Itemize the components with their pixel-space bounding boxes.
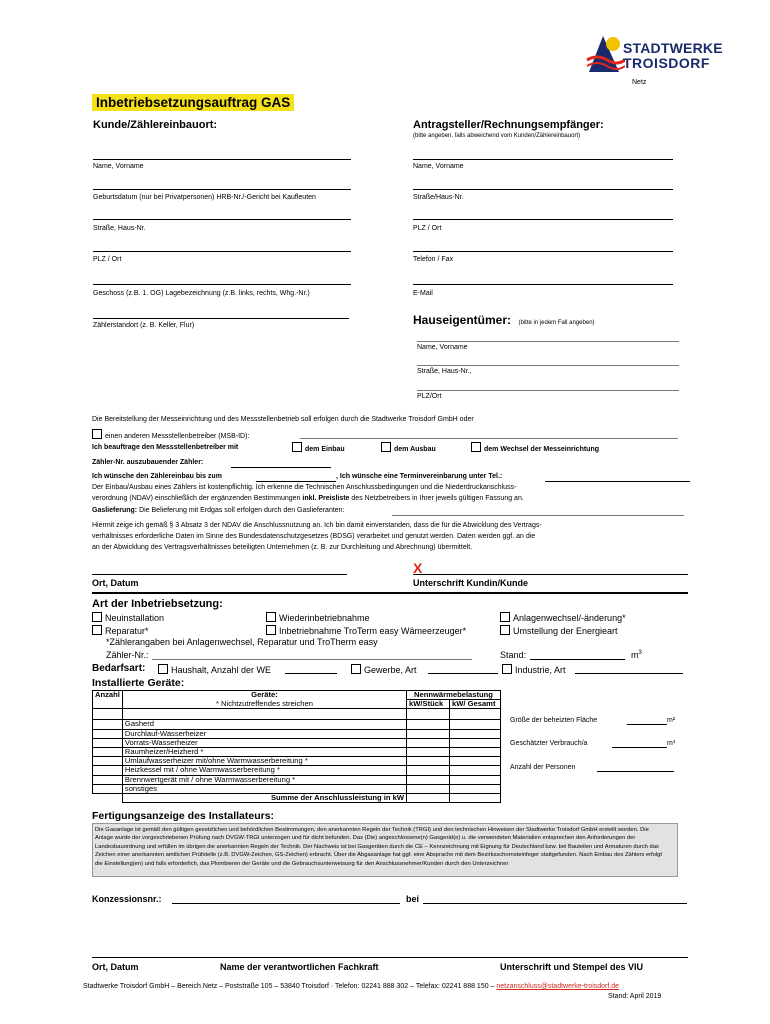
consent-l3: an der Abwicklung des Vertragsverhältnisses beteiligten Unternehmen (z. B. zur Durchleitung und Abrechnung) übermittelt. xyxy=(92,544,473,551)
msb-intro: Die Bereitstellung der Messeinrichtung und des Messstellenbetrieb soll erfolgen durch die Stadtwerke Troisdorf GmbH oder xyxy=(92,416,474,423)
concession-line[interactable] xyxy=(172,903,400,904)
art-star-note: *Zählerangaben bei Anlagenwechsel, Reparatur und TroTherm easy xyxy=(106,637,378,647)
remove-label: dem Ausbau xyxy=(394,446,436,453)
installer-heading: Fertigungsanzeige des Installateurs: xyxy=(92,810,275,822)
applicant-phone-label: Telefon / Fax xyxy=(413,256,454,263)
owner-note: (bitte in jedem Fall angeben) xyxy=(518,320,595,326)
col-kw-stueck: kW/Stück xyxy=(407,700,450,709)
row-spacer-anzahl[interactable] xyxy=(93,709,123,720)
footer-stand: Stand: April 2019 xyxy=(608,993,662,1000)
household-checkbox[interactable] xyxy=(158,664,168,674)
customer-name-label: Name, Vorname xyxy=(93,163,144,170)
remove-checkbox[interactable] xyxy=(381,442,391,452)
applicant-street-line[interactable] xyxy=(413,189,673,190)
heated-area-label: Größe der beheizten Fläche xyxy=(510,717,598,724)
owner-street-label: Straße, Haus-Nr., xyxy=(417,368,472,375)
art-opt-repair[interactable] xyxy=(92,625,149,636)
sign1-date-label: Ort, Datum xyxy=(92,578,139,588)
page-title: Inbetriebsetzungsauftrag GAS xyxy=(92,94,294,111)
industry-line[interactable] xyxy=(575,673,683,674)
customer-name-line[interactable] xyxy=(93,159,351,160)
row-anzahl[interactable] xyxy=(93,757,123,766)
row-label: sonstiges xyxy=(122,784,406,793)
concession-bei: bei xyxy=(406,894,420,904)
cost-note-2a: verordnung (NDAV) einschließlich der ergänzenden Bestimmungen xyxy=(92,495,303,502)
sign2-line[interactable] xyxy=(92,957,688,958)
row-spacer xyxy=(122,709,406,720)
applicant-email-label: E-Mail xyxy=(413,290,433,297)
art-stand-unit xyxy=(631,650,642,660)
row-kw-stueck[interactable] xyxy=(407,766,450,775)
art-opt-energy[interactable] xyxy=(500,625,618,636)
art-opt-change[interactable] xyxy=(500,612,626,623)
supplier-label-bold: Gaslieferung: xyxy=(92,507,138,514)
applicant-name-label: Name, Vorname xyxy=(413,163,464,170)
row-kw-gesamt[interactable] xyxy=(450,757,501,766)
cost-note-2 xyxy=(92,495,524,502)
supplier-label: Die Belieferung mit Erdgas soll erfolgen durch den Gaslieferanten: xyxy=(137,507,345,514)
row-kw-stueck[interactable] xyxy=(407,757,450,766)
energy-label: Umstellung der Energieart xyxy=(513,626,618,636)
install-label: dem Einbau xyxy=(305,446,345,453)
msb-opt-remove[interactable] xyxy=(381,442,436,453)
sign1-sig-label: Unterschrift Kundin/Kunde xyxy=(413,578,528,588)
row-kw-gesamt[interactable] xyxy=(450,738,501,747)
meter-no-label: Zähler-Nr. auszubauender Zähler: xyxy=(92,459,204,466)
household-label: Haushalt, Anzahl der WE xyxy=(171,665,272,675)
col-geraete-sub: * Nichtzutreffendes streichen xyxy=(122,700,406,709)
cost-note-1: Der Einbau/Ausbau eines Zählers ist kostenpflichtig. Ich erkenne die Technischen Anschlussbedingungen und die Niederdruckanschluss- xyxy=(92,484,517,491)
customer-street-line[interactable] xyxy=(93,219,351,220)
msb-other-label: einen anderen Messstellenbetreiber (MSB-ID): xyxy=(105,433,250,440)
applicant-street-label: Straße/Haus-Nr. xyxy=(413,194,464,201)
row-anzahl[interactable] xyxy=(93,738,123,747)
sign2-date-label: Ort, Datum xyxy=(92,962,139,972)
owner-city-line[interactable] xyxy=(417,390,679,391)
applicant-city-label: PLZ / Ort xyxy=(413,225,442,232)
msb-opt-change[interactable] xyxy=(471,442,599,453)
row-anzahl[interactable] xyxy=(93,775,123,784)
art-stand-line[interactable] xyxy=(530,659,625,660)
troterm-label: Inbetriebnahme TroTerm easy Wämeerzeuger* xyxy=(279,626,467,636)
msb-opt-install[interactable] xyxy=(292,442,345,453)
date-wish-label: Ich wünsche den Zählereinbau bis zum xyxy=(92,473,222,480)
household-line[interactable] xyxy=(285,673,337,674)
applicant-phone-line[interactable] xyxy=(413,251,673,252)
row-kw-stueck[interactable] xyxy=(407,775,450,784)
company-logo xyxy=(585,30,723,90)
row-anzahl[interactable] xyxy=(93,729,123,738)
col-anzahl: Anzahl xyxy=(93,691,123,709)
cost-note-2c: des Netzbetreibers in Ihrer jeweils gültigen Fassung an. xyxy=(349,495,524,502)
col-kw-gesamt: kW/ Gesamt xyxy=(450,700,501,709)
sum-kw-stueck[interactable] xyxy=(407,794,450,803)
row-kw-gesamt[interactable] xyxy=(450,766,501,775)
customer-floor-label: Geschoss (z.B. 1. OG) Lagebezeichnung (z.B. links, rechts, Whg.-Nr.) xyxy=(93,290,310,297)
table-row xyxy=(93,720,501,729)
row-anzahl[interactable] xyxy=(93,720,123,729)
customer-meterloc-line[interactable] xyxy=(93,318,349,319)
msb-order-label: Ich beauftrage den Messstellenbetreiber mit xyxy=(92,444,239,451)
change-type-checkbox[interactable] xyxy=(500,612,510,622)
art-meter-no-label: Zähler-Nr.: xyxy=(106,650,149,660)
owner-street-line[interactable] xyxy=(417,365,679,366)
change-type-label: Anlagenwechsel/-änderung* xyxy=(513,613,626,623)
sum-label: Summe der Anschlussleistung in kW xyxy=(122,794,406,803)
unit-sup: 3 xyxy=(638,650,642,656)
bedarf-industry[interactable] xyxy=(502,664,566,675)
applicant-note: (bitte angeben, falls abweichend vom Kunden/Zählereinbauort) xyxy=(413,133,581,139)
row-label: Brennwertgerät mit / ohne Warmwasserbereitung * xyxy=(122,775,406,784)
consumption-line[interactable] xyxy=(612,747,667,748)
row-label: Vorrats-Wasserheizer xyxy=(122,738,406,747)
row-anzahl[interactable] xyxy=(93,766,123,775)
install-checkbox[interactable] xyxy=(292,442,302,452)
row-label: Heizkessel mit / ohne Warmwasserbereitung * xyxy=(122,766,406,775)
customer-heading: Kunde/Zählereinbauort: xyxy=(93,119,218,131)
row-kw-stueck[interactable] xyxy=(407,720,450,729)
logo-text-line2: TROISDORF xyxy=(623,55,710,71)
bedarf-commercial[interactable] xyxy=(351,664,417,675)
row-kw-stueck[interactable] xyxy=(407,748,450,757)
table-row xyxy=(93,729,501,738)
heated-area-unit: m² xyxy=(667,717,676,724)
meter-no-line[interactable] xyxy=(231,467,331,468)
sum-row xyxy=(93,794,501,803)
row-label: Umlaufwasserheizer mit/ohne Warmwasserbereitung * xyxy=(122,757,406,766)
row-kw-gesamt[interactable] xyxy=(450,775,501,784)
commercial-line[interactable] xyxy=(428,673,498,674)
row-kw-gesamt[interactable] xyxy=(450,720,501,729)
commercial-label: Gewerbe, Art xyxy=(364,665,417,675)
art-heading: Art der Inbetriebsetzung: xyxy=(92,598,223,610)
change-label: dem Wechsel der Messeinrichtung xyxy=(484,446,600,453)
applicant-city-line[interactable] xyxy=(413,219,673,220)
msb-other-checkbox[interactable] xyxy=(92,429,102,439)
signature-x-mark: X xyxy=(413,560,423,576)
sum-empty xyxy=(93,794,123,803)
row-kw-stueck[interactable] xyxy=(407,784,450,793)
reopen-checkbox[interactable] xyxy=(266,612,276,622)
sign1-date-line[interactable] xyxy=(92,574,347,575)
persons-label: Anzahl der Personen xyxy=(510,764,576,771)
divider xyxy=(92,592,688,594)
customer-street-label: Straße, Haus-Nr. xyxy=(93,225,146,232)
devices-heading: Installierte Geräte: xyxy=(92,677,185,689)
repair-label: Reparatur* xyxy=(105,626,149,636)
customer-city-line[interactable] xyxy=(93,251,351,252)
customer-meterloc-label: Zählerstandort (z. B. Keller, Flur) xyxy=(93,322,195,329)
row-kw-stueck[interactable] xyxy=(407,729,450,738)
heated-area-line[interactable] xyxy=(627,724,667,725)
unit-m: m xyxy=(631,650,639,660)
owner-city-label: PLZ/Ort xyxy=(417,393,442,400)
art-opt-new[interactable] xyxy=(92,612,164,623)
sign2-name-label: Name der verantwortlichen Fachkraft xyxy=(220,962,379,972)
art-stand-label: Stand: xyxy=(500,650,527,660)
repair-checkbox[interactable] xyxy=(92,625,102,635)
new-checkbox[interactable] xyxy=(92,612,102,622)
applicant-email-line[interactable] xyxy=(413,284,673,285)
installer-text: Die Gasanlage ist gemäß den gültigen gesetzlichen und behördlichen Bestimmungen, den anerkannten Regeln der Technik (TRGI) und den technischen Hinweisen der Stadtwerke Troisdorf GmbH erstellt worden. Die Anlage wurde der vorgeschriebenen Prüfung nach DVGW-TRGI unterzogen und für dicht befunden. Das (Die) angeschlossene(n) Gasgerät(e) u. die verwendeten Materialien entsprechen den Anforderungen der Landesbauordnung und erfüllen im übrigen die anerkannten Regeln der Technik. Der Nachweis ist bei Gasgeräten durch die CE – Kennzeichnung mit Eignung für Deutschland bzw. bei Bauteilen und Armaturen durch das Zeichen einer anerkannten amtlichen Prüfstelle (z.B. DVGW-Zeichen, GS-Zeichen) erbracht. Über die Abgasanlage hat ggf. eine Absprache mit dem Bezirksschornsteinfeger stattgefunden. Nach Einbau des Zählers erfolgt die Einstellung(en) und falls erforderlich, das Plombieren der Geräte und die Gebrauchsunterweisung für den Anschlussnehmer/Kunden durch den Unterzeichner xyxy=(92,823,678,877)
msb-id-line[interactable] xyxy=(300,438,678,439)
table-row xyxy=(93,766,501,775)
msb-other-row xyxy=(92,429,249,440)
phone-wish-line[interactable] xyxy=(545,481,690,482)
commercial-checkbox[interactable] xyxy=(351,664,361,674)
art-meter-no-line[interactable] xyxy=(152,659,472,660)
table-row xyxy=(93,775,501,784)
footer-email-link[interactable]: netzanschluss@stadtwerke-troisdorf.de xyxy=(496,983,620,990)
owner-heading-row xyxy=(413,311,595,329)
supplier-row xyxy=(92,507,345,514)
persons-line[interactable] xyxy=(597,771,674,772)
logo-netz: Netz xyxy=(632,79,647,86)
bedarf-household[interactable] xyxy=(158,664,271,675)
row-spacer-kw2[interactable] xyxy=(450,709,501,720)
row-kw-gesamt[interactable] xyxy=(450,784,501,793)
concession-bei-line[interactable] xyxy=(423,903,687,904)
customer-floor-line[interactable] xyxy=(93,284,351,285)
footer-text xyxy=(83,983,619,990)
col-nenn: Nennwärmebelastung xyxy=(407,691,501,700)
row-anzahl[interactable] xyxy=(93,748,123,757)
bedarf-label: Bedarfsart: xyxy=(92,663,146,674)
sign2-stamp-label: Unterschrift und Stempel des VIU xyxy=(500,962,644,972)
devices-table xyxy=(92,690,501,803)
owner-heading: Hauseigentümer: xyxy=(413,313,512,327)
art-opt-reopen[interactable] xyxy=(266,612,370,623)
energy-checkbox[interactable] xyxy=(500,625,510,635)
consumption-label: Geschätzter Verbrauch/a xyxy=(510,740,588,747)
sum-kw-gesamt[interactable] xyxy=(450,794,501,803)
applicant-name-line[interactable] xyxy=(413,159,673,160)
cost-note-2b: inkl. Preisliste xyxy=(302,495,350,502)
reopen-label: Wiederinbetriebnahme xyxy=(279,613,370,623)
owner-name-label: Name, Vorname xyxy=(417,344,468,351)
row-kw-stueck[interactable] xyxy=(407,738,450,747)
industry-label: Industrie, Art xyxy=(515,665,566,675)
sign1-sig-line[interactable] xyxy=(413,574,688,575)
consent-l2: verhältnisses erforderliche Daten im Sinne des Bundesdatenschutzgesetzes (BDSG) verarbeitet und genutzt werden. Daten werden ggf. an die xyxy=(92,533,536,540)
concession-label: Konzessionsnr.: xyxy=(92,894,162,904)
consumption-unit: m³ xyxy=(667,740,676,747)
row-kw-gesamt[interactable] xyxy=(450,729,501,738)
row-spacer-kw1[interactable] xyxy=(407,709,450,720)
row-kw-gesamt[interactable] xyxy=(450,748,501,757)
phone-wish-label: , Ich wünsche eine Terminvereinbarung unter Tel.: xyxy=(336,473,503,480)
logo-text-line1: STADTWERKE xyxy=(623,40,723,56)
customer-birth-label: Geburtsdatum (nur bei Privatpersonen) HRB-Nr./-Gericht bei Kaufleuten xyxy=(93,194,316,201)
customer-birth-line[interactable] xyxy=(93,189,351,190)
row-anzahl[interactable] xyxy=(93,784,123,793)
owner-name-line[interactable] xyxy=(417,341,679,342)
row-label: Raumheizer/Heizherd * xyxy=(122,748,406,757)
row-label: Durchlauf-Wasserheizer xyxy=(122,729,406,738)
industry-checkbox[interactable] xyxy=(502,664,512,674)
date-wish-line[interactable] xyxy=(256,481,336,482)
col-geraete: Geräte: xyxy=(122,691,406,700)
consent-l1: Hiermit zeige ich gemäß § 3 Absatz 3 der NDAV die Anschlussnutzung an. Ich bin damit einverstanden, dass die für die Abwicklung des Vertrags- xyxy=(92,522,542,529)
supplier-line[interactable] xyxy=(392,515,684,516)
footer-address: Stadtwerke Troisdorf GmbH – Bereich Netz – Poststraße 105 – 53840 Troisdorf · Telefon: 02241 888 302 – Telefax: 02241 888 150 – xyxy=(83,983,497,990)
new-label: Neuinstallation xyxy=(105,613,165,623)
art-opt-troterm[interactable] xyxy=(266,625,466,636)
customer-city-label: PLZ / Ort xyxy=(93,256,122,263)
logo-emblem-icon xyxy=(585,30,625,78)
change-checkbox[interactable] xyxy=(471,442,481,452)
troterm-checkbox[interactable] xyxy=(266,625,276,635)
applicant-heading: Antragsteller/Rechnungsempfänger: xyxy=(413,119,604,131)
row-label: Gasherd xyxy=(122,720,406,729)
